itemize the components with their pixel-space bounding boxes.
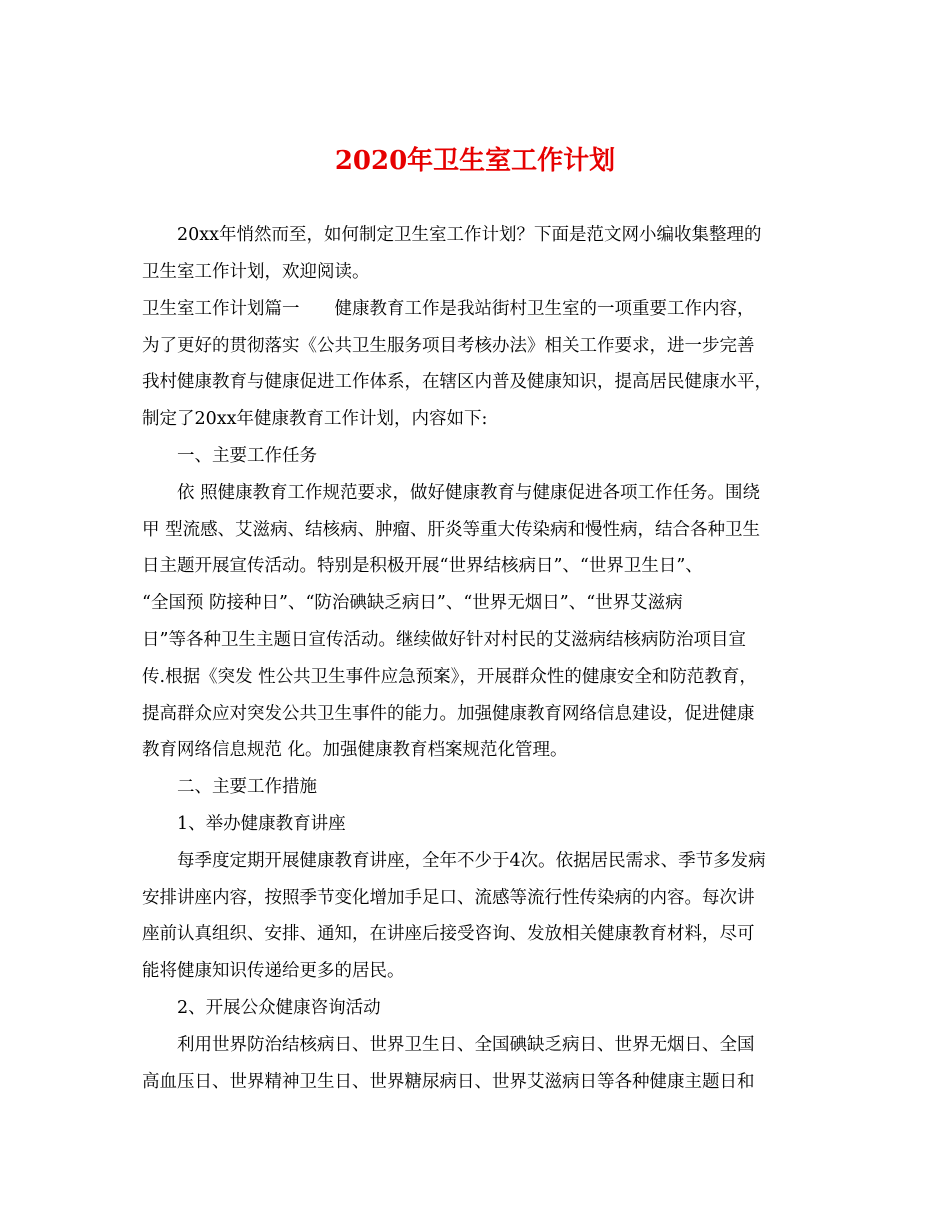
body-line: 传.根据《突发 性公共卫生事件应急预案》，开展群众性的健康安全和防范教育，: [142, 667, 757, 687]
body-line: 高血压日、世界精神卫生日、世界糖尿病日、世界艾滋病日等各种健康主题日和: [142, 1072, 755, 1092]
body-line: 为了更好的贯彻落实《公共卫生服务项目考核办法》相关工作要求，进一步完善: [142, 336, 755, 356]
document-title: 2020年卫生室工作计划: [334, 146, 616, 176]
body-line: 提高群众应对突发公共卫生事件的能力。加强健康教育网络信息建设，促进健康: [142, 704, 755, 724]
body-line: “全国预 防接种日”、“防治碘缺乏病日”、“世界无烟日”、“世界艾滋病: [142, 593, 683, 613]
body-line: 日”等各种卫生主题日宣传活动。继续做好针对村民的艾滋病结核病防治项目宣: [142, 630, 746, 650]
body-line: 安排讲座内容，按照季节变化增加手足口、流感等流行性传染病的内容。每次讲: [142, 888, 755, 908]
body-line: 能将健康知识传递给更多的居民。: [142, 961, 405, 981]
body-line: 卫生室工作计划篇一 健康教育工作是我站街村卫生室的一项重要工作内容，: [142, 299, 755, 319]
body-line: 教育网络信息规范 化。加强健康教育档案规范化管理。: [142, 740, 568, 760]
body-line: 利用世界防治结核病日、世界卫生日、全国碘缺乏病日、世界无烟日、全国: [177, 1035, 755, 1055]
section-heading: 二、主要工作措施: [177, 777, 317, 797]
body-line: 依 照健康教育工作规范要求，做好健康教育与健康促进各项工作任务。围绕: [177, 483, 761, 503]
body-line: 座前认真组织、安排、通知，在讲座后接受咨询、发放相关健康教育材料，尽可: [142, 924, 755, 944]
body-line: 我村健康教育与健康促进工作体系，在辖区内普及健康知识，提高居民健康水平，: [142, 372, 772, 392]
subsection-heading: 2、开展公众健康咨询活动: [177, 998, 381, 1018]
body-line: 日主题开展宣传活动。特别是积极开展“世界结核病日”、“世界卫生日”、: [142, 556, 703, 576]
section-heading: 一、主要工作任务: [177, 446, 317, 466]
body-line: 20xx年悄然而至，如何制定卫生室工作计划？下面是范文网小编收集整理的: [177, 225, 762, 245]
subsection-heading: 1、举办健康教育讲座: [177, 814, 346, 834]
body-line: 卫生室工作计划，欢迎阅读。: [142, 262, 370, 282]
body-line: 甲 型流感、艾滋病、结核病、肿瘤、肝炎等重大传染病和慢性病，结合各种卫生: [142, 520, 761, 540]
body-line: 制定了20xx年健康教育工作计划，内容如下:: [142, 409, 488, 429]
body-line: 每季度定期开展健康教育讲座，全年不少于4次。依据居民需求、季节多发病: [177, 851, 766, 871]
